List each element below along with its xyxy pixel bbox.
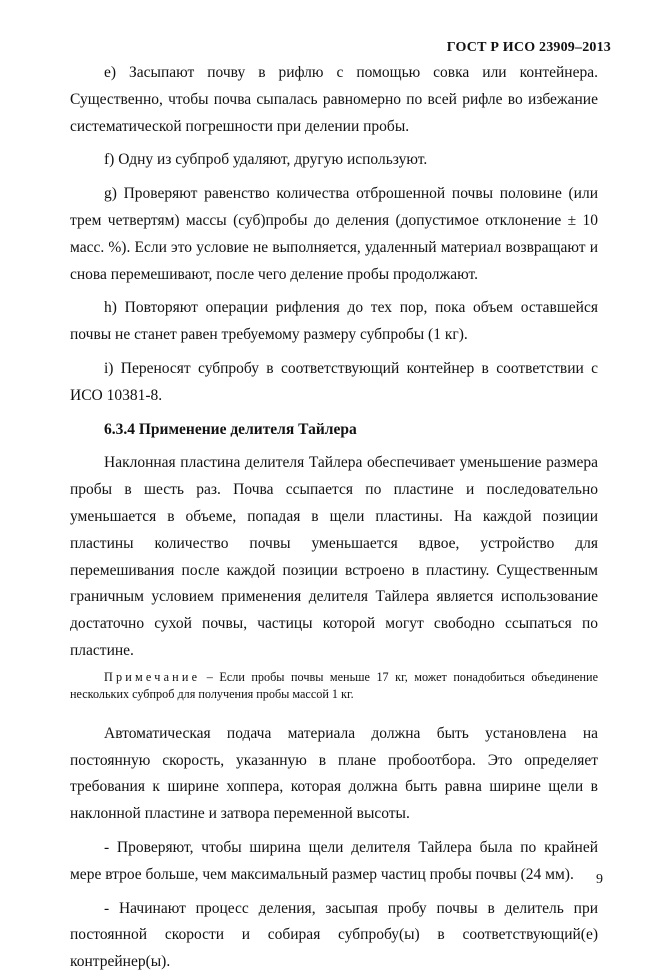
paragraph-i: i) Переносят субпробу в соответствующий контейнер в соответствии с ИСО 10381-8. bbox=[70, 359, 598, 404]
note bbox=[70, 669, 598, 703]
paragraph-h: h) Повторяют операции рифления до тех пор, пока объем оставшейся почвы не станет равен требуемому размеру субпробы (1 кг). bbox=[70, 299, 598, 344]
paragraph-start: - Начинают процесс деления, засыпая пробу почвы в делитель при постоянной скорости и собирая субпробу(ы) в соответствующий(е) контрейнер(ы). bbox=[70, 899, 598, 971]
paragraph-e: e) Засыпают почву в рифлю с помощью совка или контейнера. Существенно, чтобы почва сыпалась равномерно по всей рифле во избежание систематической погрешности при делении пробы. bbox=[70, 64, 598, 135]
section-heading: 6.3.4 Применение делителя Тайлера bbox=[104, 420, 357, 438]
note-label: Примечание bbox=[104, 669, 201, 684]
page-number: 9 bbox=[596, 872, 603, 887]
paragraph-g: g) Проверяют равенство количества отброшенной почвы половине (или трем четвертям) массы (суб)пробы до деления (допустимое отклонение ± 10 масс. %). Если это условие не выполняется, удаленный материал возвращают и снова перемешивают, после чего деление пробы продолжают. bbox=[70, 185, 598, 283]
document-body bbox=[70, 60, 598, 976]
paragraph-check: - Проверяют, чтобы ширина щели делителя Тайлера была по крайней мере втрое больше, чем максимальный размер частиц пробы почвы (24 мм). bbox=[70, 838, 598, 883]
paragraph-feed: Автоматическая подача материала должна быть установлена на постоянную скорость, указанную в плане пробоотбора. Это определяет требования к ширине хоппера, которая должна быть равна ширине щели в наклонной пластине и затвора переменной высоты. bbox=[70, 724, 598, 823]
paragraph-f: f) Одну из субпроб удаляют, другую используют. bbox=[104, 151, 428, 169]
standard-header: ГОСТ Р ИСО 23909–2013 bbox=[446, 40, 611, 55]
note-text: – Если пробы почвы меньше 17 кг, может понадобиться объединение нескольких субпроб для получения пробы массой 1 кг. bbox=[70, 669, 598, 701]
paragraph-tyler-divider: Наклонная пластина делителя Тайлера обеспечивает уменьшение размера пробы в шесть раз. Почва ссыпается по пластине и последовательно уменьшается в объеме, попадая в щели пластины. На каждой позиции пластины количество почвы уменьшается вдвое, устройство для перемешивания после каждой позиции встроено в пластину. Существенным граничным условием применения делителя Тайлера является использование достаточно сухой почвы, частицы которой могут свободно ссыпаться по пластине. bbox=[70, 454, 598, 659]
